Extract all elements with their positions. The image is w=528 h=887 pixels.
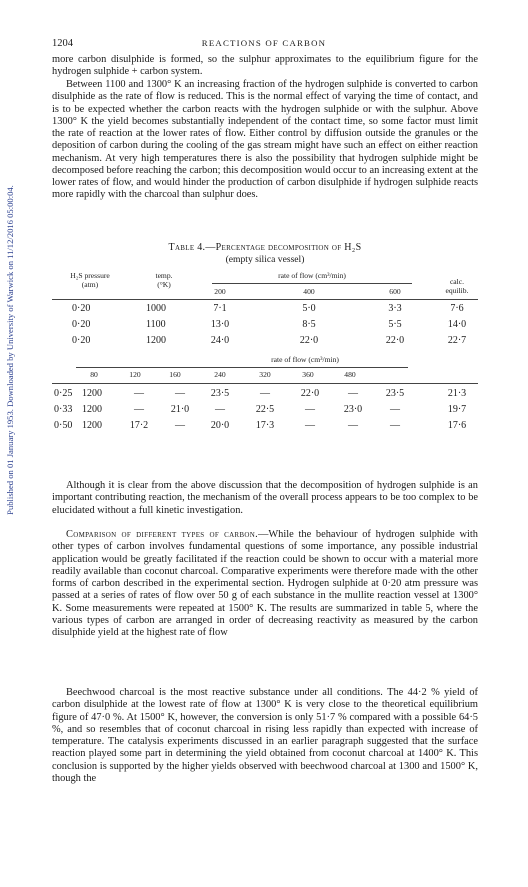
table-row (52, 335, 478, 349)
temp-cell: 1200 (82, 404, 102, 415)
temp-cell: 1000 (146, 303, 166, 314)
value-cell: 23·0 (343, 404, 363, 415)
value-cell: — (390, 420, 400, 431)
value-cell: 22·0 (385, 335, 405, 346)
calc-cell: 7·6 (450, 303, 464, 314)
value-cell: — (390, 404, 400, 415)
page-number: 1204 (52, 38, 73, 49)
lower-rate-rule (76, 367, 408, 368)
value-cell: 8·5 (302, 319, 316, 330)
table-row (52, 303, 478, 317)
value-cell: 22·0 (300, 388, 320, 399)
rate-header: 160 (169, 370, 181, 379)
pressure-cell: 0·33 (54, 404, 73, 415)
value-cell: 20·0 (210, 420, 230, 431)
paragraph-carbon-types: Comparison of different types of carbon.—While the behaviour of hydrogen sulphide with other types of carbon involves fundamental questions of some importance, any possible industrial application would be greatly facilitated if the reaction could be shown to occur with a material more readily available than coconut charcoal. Comparative experiments were therefore made with the other forms of carbon described in the experimental section. Hydrogen sulphide at 0·20 atm pressure was passed at a series of rates of flow over 50 g of each substance in the mullite reaction vessel at 1300° K. Some measurements were repeated at 1500° K. The results are summarized in table 5, where the various types of carbon are arranged in order of decreasing reactivity as measured by the carbon disulphide yield at the highest rate of flow (52, 529, 478, 638)
value-cell: — (134, 404, 144, 415)
pressure-cell: 0·20 (72, 303, 91, 314)
calc-cell: 17·6 (447, 420, 467, 431)
value-cell: 17·2 (129, 420, 149, 431)
value-cell: 22·0 (299, 335, 319, 346)
calc-cell: 14·0 (447, 319, 467, 330)
lower-header-rule (52, 383, 478, 384)
temp-cell: 1200 (146, 335, 166, 346)
header-rule (52, 299, 478, 300)
value-cell: 22·5 (255, 404, 275, 415)
value-cell: — (305, 420, 315, 431)
rate-header: 120 (129, 370, 141, 379)
col-header-rate: rate of flow (cm³/min) (278, 271, 346, 280)
col-header-temp: temp. (°K) (155, 271, 173, 289)
pressure-cell: 0·20 (72, 319, 91, 330)
calc-cell: 19·7 (447, 404, 467, 415)
rate-header: 360 (302, 370, 314, 379)
value-cell: — (305, 404, 315, 415)
paragraph-mechanism: Although it is clear from the above discussion that the decomposition of hydrogen sulphide is an important contributing reaction, the mechanism of the overall process appears to be too complex to be elucidated without a full kinetic investigation. (52, 480, 478, 516)
rate-header-rule (212, 283, 412, 284)
value-cell: 21·0 (170, 404, 190, 415)
value-cell: 23·5 (210, 388, 230, 399)
rate-header: 480 (344, 370, 356, 379)
value-cell: 23·5 (385, 388, 405, 399)
table-4-subcaption: (empty silica vessel) (225, 254, 305, 265)
paragraph-beechwood: Beechwood charcoal is the most reactive substance under all conditions. The 44·2 % yield of carbon disulphide at the lowest rate of flow at 1300° K is very close to the theoretical equilibrium figure of 47·0 %. At 1500° K, however, the conversion is only 51·7 % compared with a possible 64·5 %, and so resembles that of coconut charcoal in rising less rapidly than expected with increase of temperature. The catalysis experiments discussed in an earlier paragraph suggested that the surface reaction played some part in determining the yield obtained from coconut charcoal at 1400° K. This conclusion is supported by the higher yields observed with beechwood charcoal at 1300 and 1500° K, though the (52, 687, 478, 784)
value-cell: — (348, 420, 358, 431)
value-cell: — (134, 388, 144, 399)
value-cell: — (175, 420, 185, 431)
lower-rate-header: rate of flow (cm³/min) (271, 355, 339, 364)
value-cell: — (175, 388, 185, 399)
download-notice-text: Published on 01 January 1953. Downloaded by University of Warwick on 11/12/2016 05:00:04. (5, 185, 15, 515)
rate-header: 320 (259, 370, 271, 379)
value-cell: 17·3 (255, 420, 275, 431)
download-notice (4, 150, 16, 550)
rate-header: 240 (214, 370, 226, 379)
value-cell: — (260, 388, 270, 399)
pressure-cell: 0·25 (54, 388, 73, 399)
running-title: REACTIONS OF CARBON (201, 38, 327, 48)
rate-header: 400 (303, 287, 315, 296)
rate-header: 80 (90, 370, 98, 379)
table-row (52, 404, 478, 418)
value-cell: — (348, 388, 358, 399)
value-cell: — (215, 404, 225, 415)
value-cell: 5·0 (302, 303, 316, 314)
table-row (52, 388, 478, 402)
value-cell: 3·3 (388, 303, 402, 314)
table-4-caption: Table 4.—Percentage decomposition of H₂S (168, 242, 362, 253)
pressure-cell: 0·20 (72, 335, 91, 346)
col-header-calc: calc. equilib. (445, 277, 469, 295)
temp-cell: 1200 (82, 420, 102, 431)
value-cell: 24·0 (210, 335, 230, 346)
value-cell: 7·1 (213, 303, 227, 314)
temp-cell: 1200 (82, 388, 102, 399)
pressure-cell: 0·50 (54, 420, 73, 431)
table-row (52, 319, 478, 333)
section-heading: Comparison of different types of carbon. (66, 529, 258, 540)
table-4 (52, 270, 478, 480)
value-cell: 5·5 (388, 319, 402, 330)
temp-cell: 1100 (146, 319, 166, 330)
value-cell: 13·0 (210, 319, 230, 330)
calc-cell: 21·3 (447, 388, 467, 399)
paragraph-flow-rate: Between 1100 and 1300° K an increasing fraction of the hydrogen sulphide is converted to carbon disulphide as the rate of flow is reduced. This is the normal effect of varying the time of contact, and is to be expected whether the carbon reacts with the hydrogen sulphide or with the sulphur. Above 1300° K the yield becomes substantially independent of the contact time, so some factor must limit the rate of reaction at the lower rates of flow. Either control by diffusion outside the granules or the deposition of carbon during the cooling of the gas stream might have such an effect on either reaction mechanism. At very high temperatures there is also the possibility that hydrogen sulphide might be decomposed before reaching the carbon; this decomposition would occur to an increasing extent at the lower rates of flow, and would hinder the production of carbon disulphide if hydrogen sulphide reacts more rapidly with the charcoal than sulphur does. (52, 79, 478, 201)
table-row (52, 420, 478, 434)
rate-header: 600 (389, 287, 401, 296)
rate-header: 200 (214, 287, 226, 296)
paragraph-continuation: more carbon disulphide is formed, so the sulphur approximates to the equilibrium figure for the hydrogen sulphide + carbon system. (52, 54, 478, 78)
calc-cell: 22·7 (447, 335, 467, 346)
col-header-pressure: H₂S pressure (atm) (70, 271, 110, 289)
